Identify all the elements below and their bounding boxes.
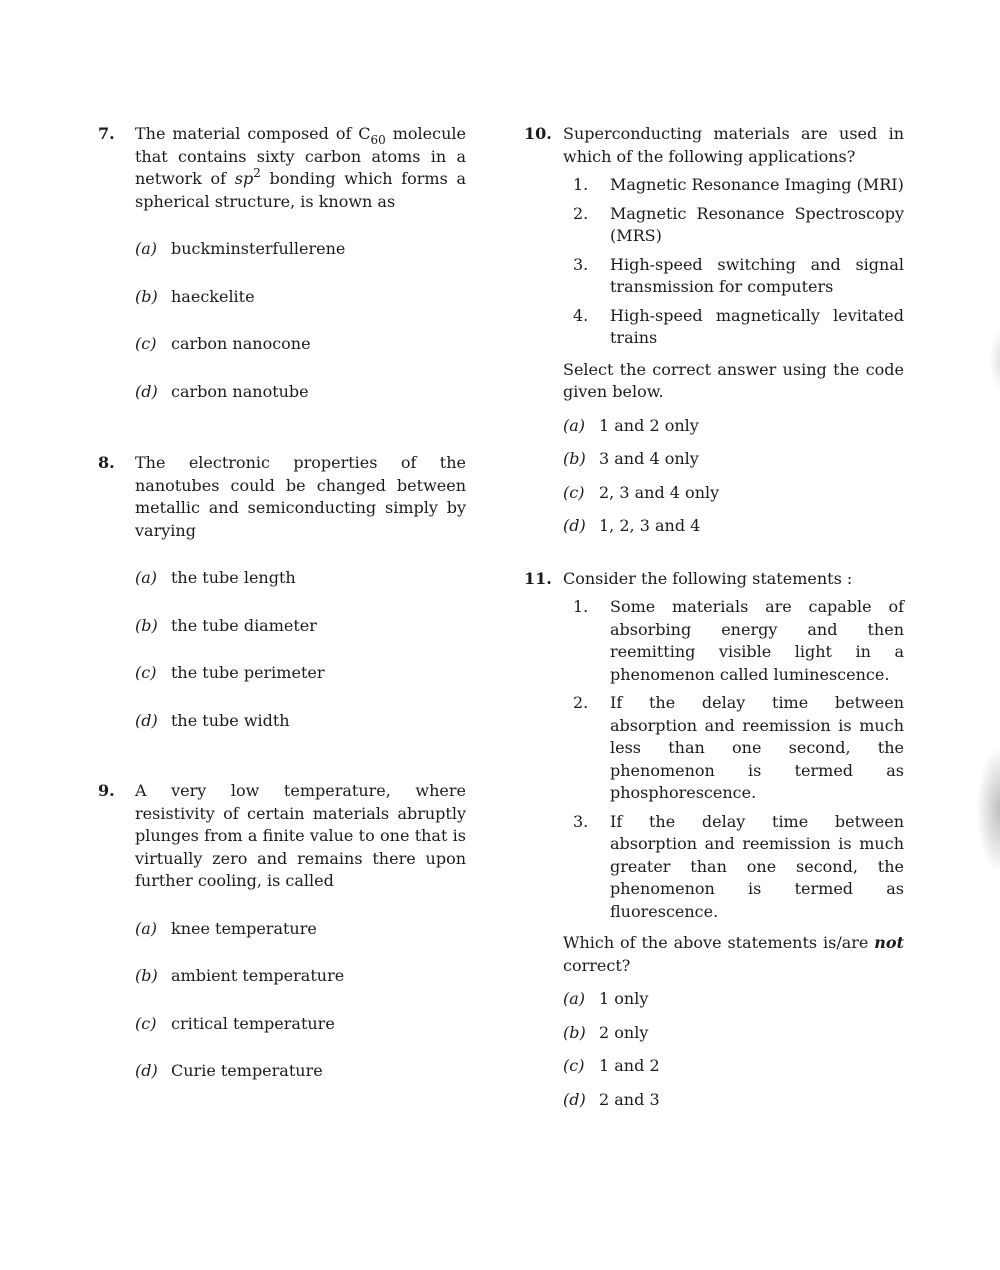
option-letter: (c) xyxy=(135,334,157,353)
statement-text: High-speed magnetically levitated trains xyxy=(610,305,904,347)
question-8-body xyxy=(135,452,466,732)
option-letter: (a) xyxy=(563,415,586,435)
option-d xyxy=(135,381,466,404)
statement-2 xyxy=(563,203,904,248)
option-letter: (a) xyxy=(563,989,586,1008)
option-text: 3 and 4 only xyxy=(599,449,699,468)
option-text: carbon nanotube xyxy=(171,381,309,401)
option-letter: (d) xyxy=(563,516,586,535)
code-instruction: Select the correct answer using the code given below. xyxy=(563,359,904,401)
option-text: the tube perimeter xyxy=(171,663,325,682)
option-text: 2, 3 and 4 only xyxy=(599,482,720,502)
question-8-number: 8. xyxy=(98,453,115,472)
question-10-body xyxy=(563,123,904,538)
option-text: 1, 2, 3 and 4 xyxy=(599,516,701,535)
option-letter: (d) xyxy=(563,1089,586,1109)
statement-number: 3. xyxy=(573,811,589,831)
option-b xyxy=(135,965,466,988)
option-text: Curie temperature xyxy=(171,1061,323,1080)
statement-1 xyxy=(563,596,904,686)
question-8-options xyxy=(135,567,466,732)
statement-number: 3. xyxy=(573,254,589,274)
option-letter: (c) xyxy=(563,1056,585,1075)
question-9-number: 9. xyxy=(98,781,115,800)
option-text: knee temperature xyxy=(171,918,317,938)
question-11-body xyxy=(563,568,904,1112)
option-text: the tube width xyxy=(171,710,290,730)
option-text: ambient temperature xyxy=(171,966,345,985)
option-d xyxy=(563,515,904,538)
option-text: 1 only xyxy=(599,989,649,1008)
option-letter: (b) xyxy=(563,1022,586,1042)
question-9 xyxy=(98,780,466,1083)
option-letter: (d) xyxy=(135,1061,158,1080)
statement-2 xyxy=(563,692,904,805)
question-8-stem: The electronic properties of the nanotubes could be changed between metallic and semiconducting simply by varying xyxy=(135,453,466,540)
question-11-number: 11. xyxy=(524,568,552,588)
option-letter: (a) xyxy=(135,918,158,938)
statement-text: Some materials are capable of absorbing energy and then reemitting visible light in a phenomenon called luminescence. xyxy=(610,597,904,684)
question-prompt: Which of the above statements is/are not correct? xyxy=(563,933,904,975)
option-d xyxy=(135,710,466,733)
option-letter: (c) xyxy=(563,482,585,502)
option-b xyxy=(135,286,466,309)
option-letter: (a) xyxy=(135,239,158,258)
option-a xyxy=(563,415,904,438)
statement-number: 1. xyxy=(573,175,589,194)
option-text: 2 and 3 xyxy=(599,1089,660,1109)
question-7-number: 7. xyxy=(98,124,115,143)
question-7-options xyxy=(135,238,466,403)
option-d xyxy=(563,1089,904,1112)
option-letter: (d) xyxy=(135,710,158,730)
scan-smudge xyxy=(990,330,1000,390)
option-a xyxy=(563,988,904,1011)
question-7 xyxy=(98,123,466,403)
question-10-stem: Superconducting materials are used in which of the following applications? xyxy=(563,124,904,166)
option-text: 1 and 2 only xyxy=(599,415,699,435)
statement-3 xyxy=(563,811,904,924)
option-text: the tube diameter xyxy=(171,615,317,635)
statement-4 xyxy=(563,305,904,350)
option-text: the tube length xyxy=(171,568,296,587)
statement-text: Magnetic Resonance Spectroscopy (MRS) xyxy=(610,203,904,245)
option-b xyxy=(563,1022,904,1045)
question-11-statements xyxy=(563,596,904,923)
scan-smudge xyxy=(978,750,1000,870)
option-letter: (b) xyxy=(563,449,586,468)
superscript-2: 2 xyxy=(253,166,261,180)
option-letter: (d) xyxy=(135,381,158,401)
subscript-60: 60 xyxy=(370,133,386,147)
statement-text: If the delay time between absorption and reemission is much greater than one second, the phenomenon is termed as fluorescence. xyxy=(610,811,904,921)
option-a xyxy=(135,238,466,261)
statement-number: 2. xyxy=(573,203,589,223)
question-9-body xyxy=(135,780,466,1083)
option-c xyxy=(563,1055,904,1078)
statement-text: Magnetic Resonance Imaging (MRI) xyxy=(610,175,904,194)
option-c xyxy=(563,482,904,505)
option-letter: (c) xyxy=(135,1013,157,1033)
question-10-statements xyxy=(563,174,904,350)
option-letter: (b) xyxy=(135,966,158,985)
option-letter: (a) xyxy=(135,568,158,587)
option-text: haeckelite xyxy=(171,286,255,306)
statement-3 xyxy=(563,254,904,299)
question-9-stem: A very low temperature, where resistivity of certain materials abruptly plunges from a finite value to one that is virtually zero and remains there upon further cooling, is called xyxy=(135,781,466,890)
question-7-body xyxy=(135,123,466,403)
option-c xyxy=(135,333,466,356)
question-10-number: 10. xyxy=(524,124,552,143)
question-11 xyxy=(524,568,904,1112)
sp-variable: sp xyxy=(234,169,254,188)
statement-text: High-speed switching and signal transmission for computers xyxy=(610,254,904,296)
right-column xyxy=(524,123,904,1111)
statement-number: 2. xyxy=(573,693,589,712)
option-text: carbon nanocone xyxy=(171,334,311,353)
option-d xyxy=(135,1060,466,1083)
option-text: 1 and 2 xyxy=(599,1056,660,1075)
statement-1 xyxy=(563,174,904,197)
question-9-options xyxy=(135,918,466,1083)
option-a xyxy=(135,567,466,590)
option-letter: (c) xyxy=(135,663,157,682)
option-letter: (b) xyxy=(135,615,158,635)
option-b xyxy=(563,448,904,471)
option-text: critical temperature xyxy=(171,1013,335,1033)
option-letter: (b) xyxy=(135,286,158,306)
question-7-stem: The material composed of $C_{60}$ molecule that contains sixty carbon atoms in a network of $sp^2$ bonding which forms a spherical structure, is known as xyxy=(135,124,467,211)
question-10 xyxy=(524,123,904,538)
question-10-options xyxy=(563,415,904,538)
option-c xyxy=(135,662,466,685)
statement-text: If the delay time between absorption and reemission is much less than one second, the phenomenon is termed as phosphorescence. xyxy=(610,693,904,802)
question-11-options xyxy=(563,988,904,1111)
left-column xyxy=(98,123,466,1083)
option-text: 2 only xyxy=(599,1022,649,1042)
option-b xyxy=(135,615,466,638)
question-8 xyxy=(98,452,466,732)
not-emphasis: not xyxy=(874,933,904,952)
option-a xyxy=(135,918,466,941)
option-c xyxy=(135,1013,466,1036)
statement-number: 1. xyxy=(573,597,589,616)
question-11-stem: Consider the following statements : xyxy=(563,568,853,588)
option-text: buckminsterfullerene xyxy=(171,239,346,258)
statement-number: 4. xyxy=(573,305,589,325)
